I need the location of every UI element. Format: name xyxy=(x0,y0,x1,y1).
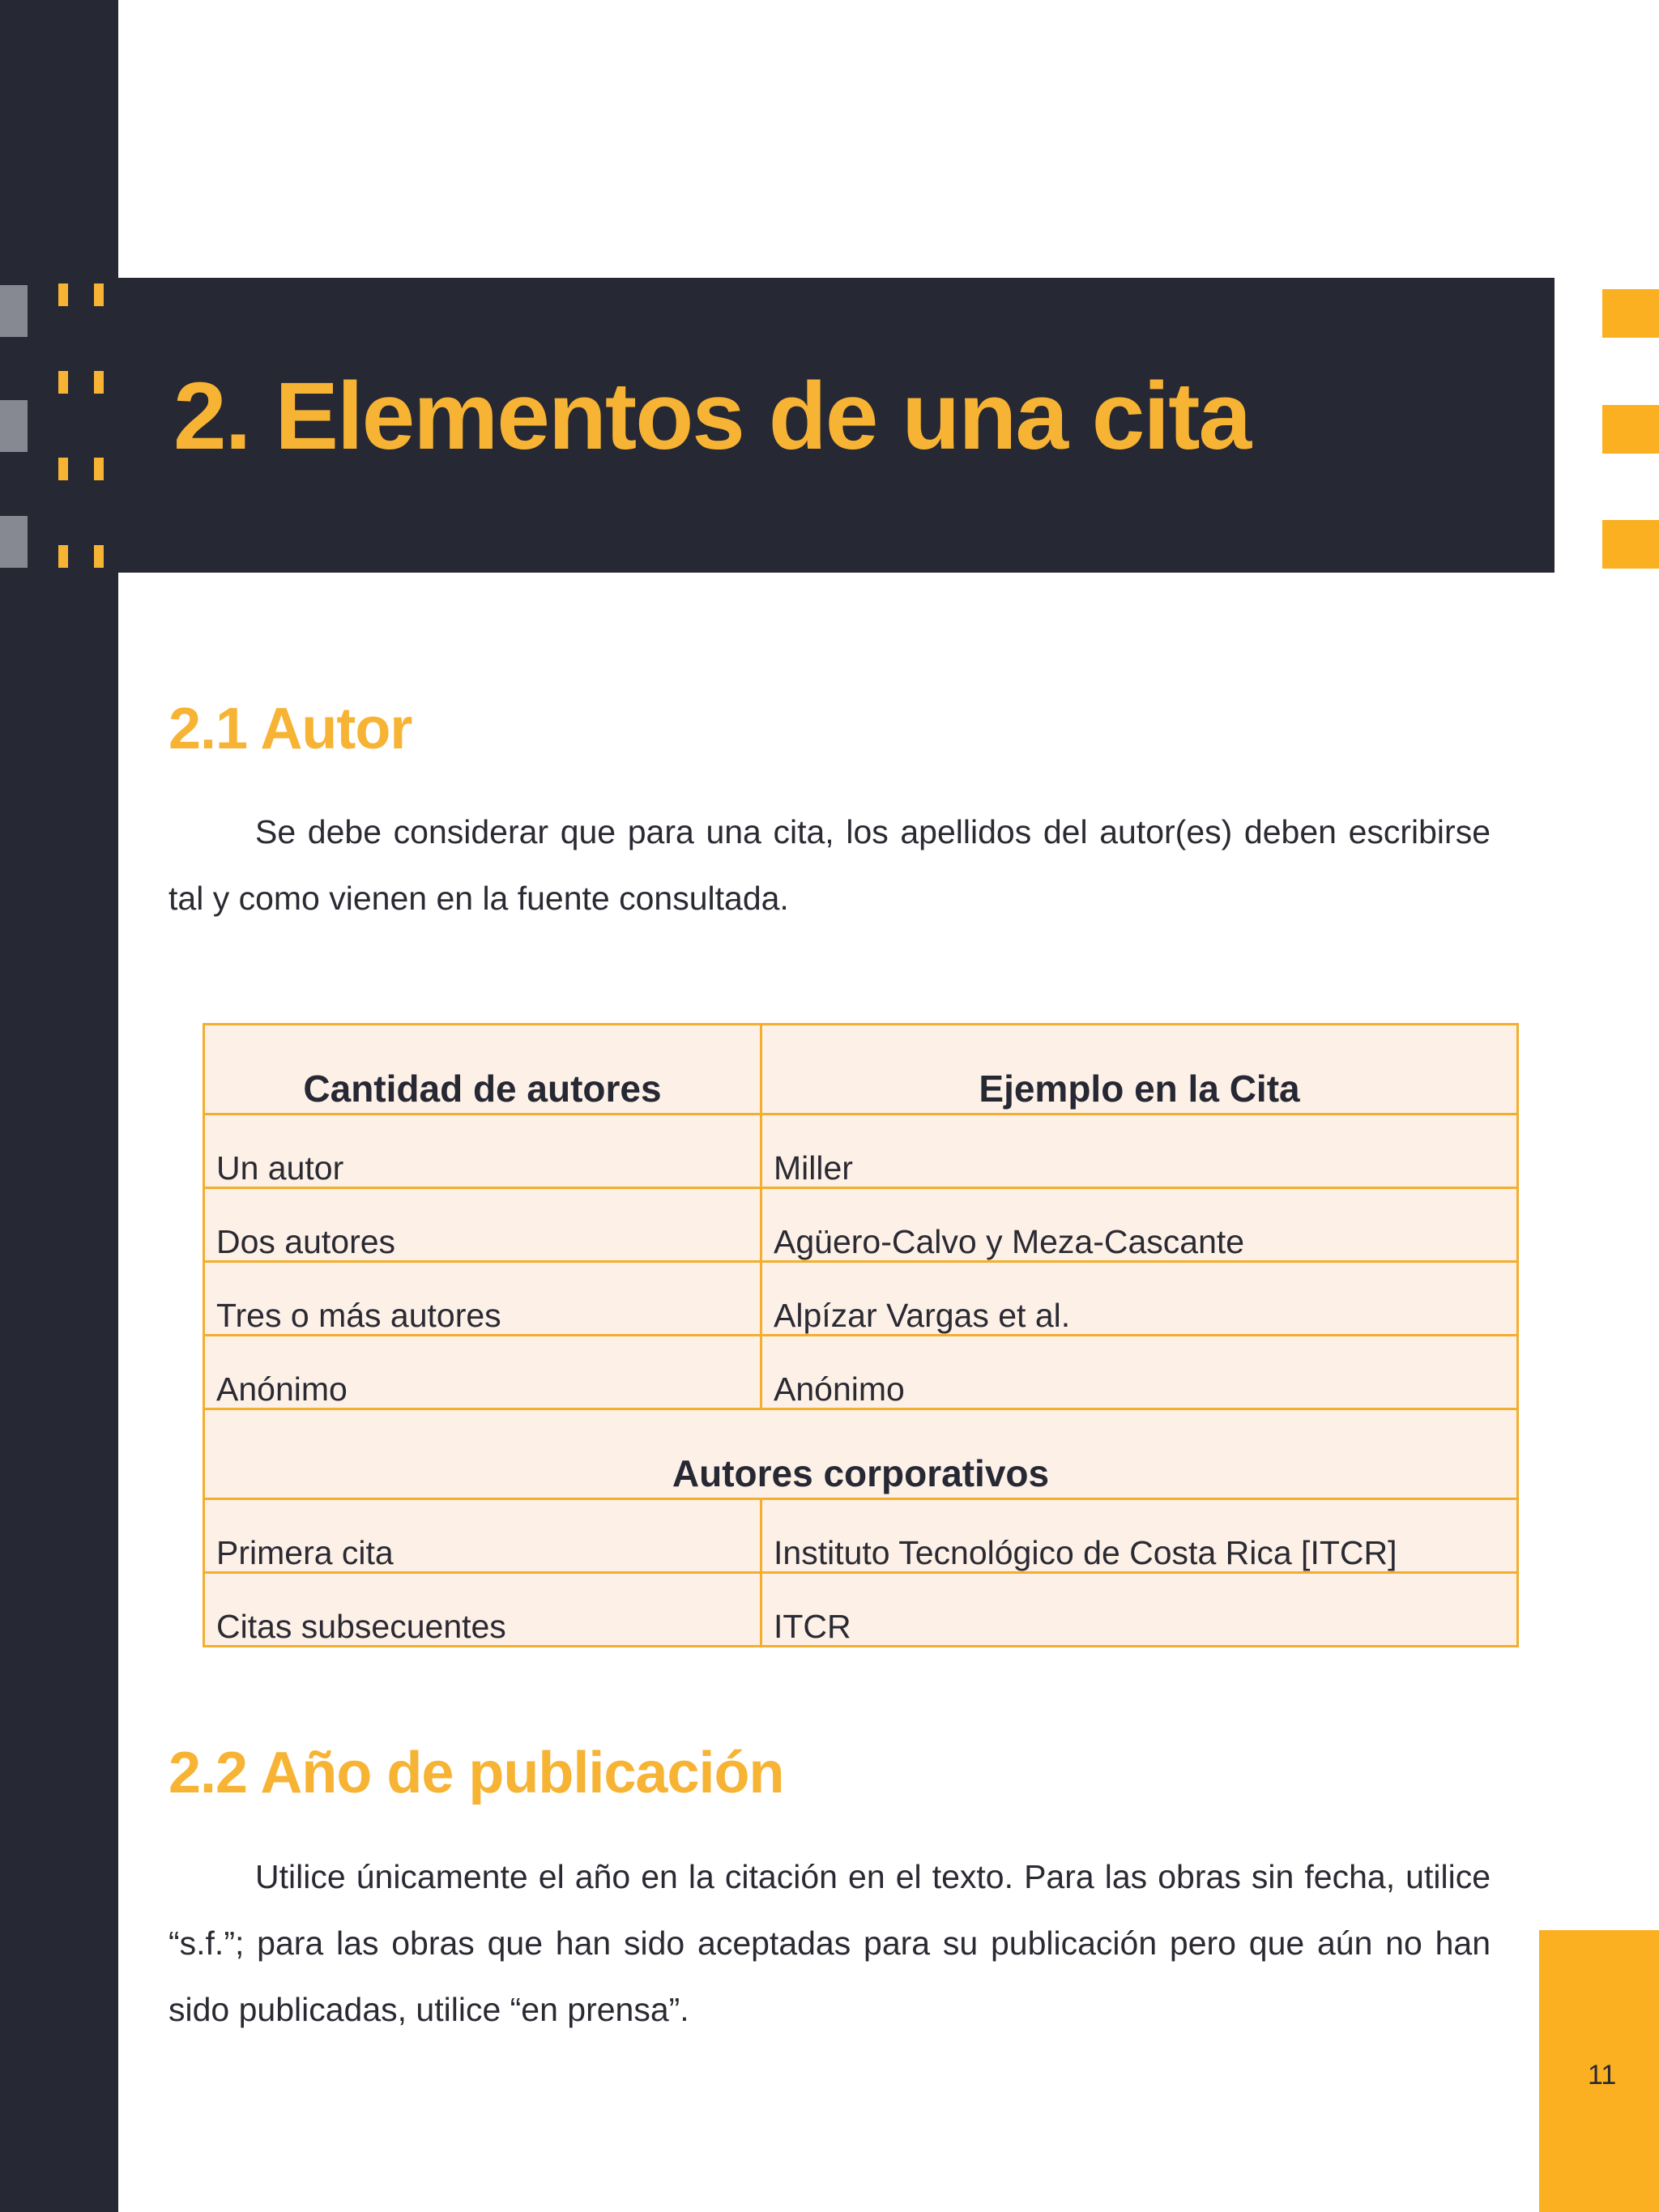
table-row xyxy=(204,1499,1518,1573)
yellow-dash-deco xyxy=(58,283,68,306)
table-cell: Primera cita xyxy=(204,1499,761,1573)
section-title-autor: 2.1 Autor xyxy=(168,697,412,761)
gray-square-deco xyxy=(0,516,28,568)
yellow-dash-deco xyxy=(94,545,104,568)
yellow-dash-deco xyxy=(58,458,68,480)
column-header: Ejemplo en la Cita xyxy=(761,1025,1518,1115)
section-title-ano: 2.2 Año de publicación xyxy=(168,1741,784,1805)
page-number: 11 xyxy=(1588,2060,1617,2091)
group-label: Autores corporativos xyxy=(204,1409,1518,1499)
table-cell: Citas subsecuentes xyxy=(204,1573,761,1647)
table-row xyxy=(204,1262,1518,1336)
table-cell: Alpízar Vargas et al. xyxy=(761,1262,1518,1336)
yellow-dash-deco xyxy=(58,545,68,568)
table-group-row xyxy=(204,1409,1518,1499)
right-bar-deco xyxy=(1602,520,1659,569)
page-title: 2. Elementos de una cita xyxy=(173,363,1251,470)
yellow-dash-deco xyxy=(94,458,104,480)
table-cell: Tres o más autores xyxy=(204,1262,761,1336)
right-bar-deco xyxy=(1602,289,1659,338)
table-cell: Miller xyxy=(761,1115,1518,1188)
right-bar-deco xyxy=(1602,405,1659,454)
table-cell: Agüero-Calvo y Meza-Cascante xyxy=(761,1188,1518,1262)
table-row xyxy=(204,1188,1518,1262)
yellow-dash-deco xyxy=(58,371,68,394)
gray-square-deco xyxy=(0,400,28,452)
table-cell: Anónimo xyxy=(761,1336,1518,1409)
column-header: Cantidad de autores xyxy=(204,1025,761,1115)
table-cell: Un autor xyxy=(204,1115,761,1188)
table-cell: ITCR xyxy=(761,1573,1518,1647)
table-row xyxy=(204,1336,1518,1409)
autor-paragraph: Se debe considerar que para una cita, los apellidos del autor(es) deben escribirse tal y como vienen en la fuente consultada. xyxy=(168,813,1491,917)
table-cell: Instituto Tecnológico de Costa Rica [ITCR] xyxy=(761,1499,1518,1573)
table-row xyxy=(204,1115,1518,1188)
gray-square-deco xyxy=(0,285,28,337)
yellow-dash-deco xyxy=(94,283,104,306)
table-header-row xyxy=(204,1025,1518,1115)
table-row xyxy=(204,1573,1518,1647)
table-cell: Anónimo xyxy=(204,1336,761,1409)
author-citation-table xyxy=(203,1023,1519,1647)
ano-paragraph: Utilice únicamente el año en la citación en el texto. Para las obras sin fecha, utilice “s.f.”; para las obras que han sido aceptadas para su publicación pero que aún no han sido publicadas, utilice “en prensa”. xyxy=(168,1858,1491,2028)
table-cell: Dos autores xyxy=(204,1188,761,1262)
yellow-dash-deco xyxy=(94,371,104,394)
